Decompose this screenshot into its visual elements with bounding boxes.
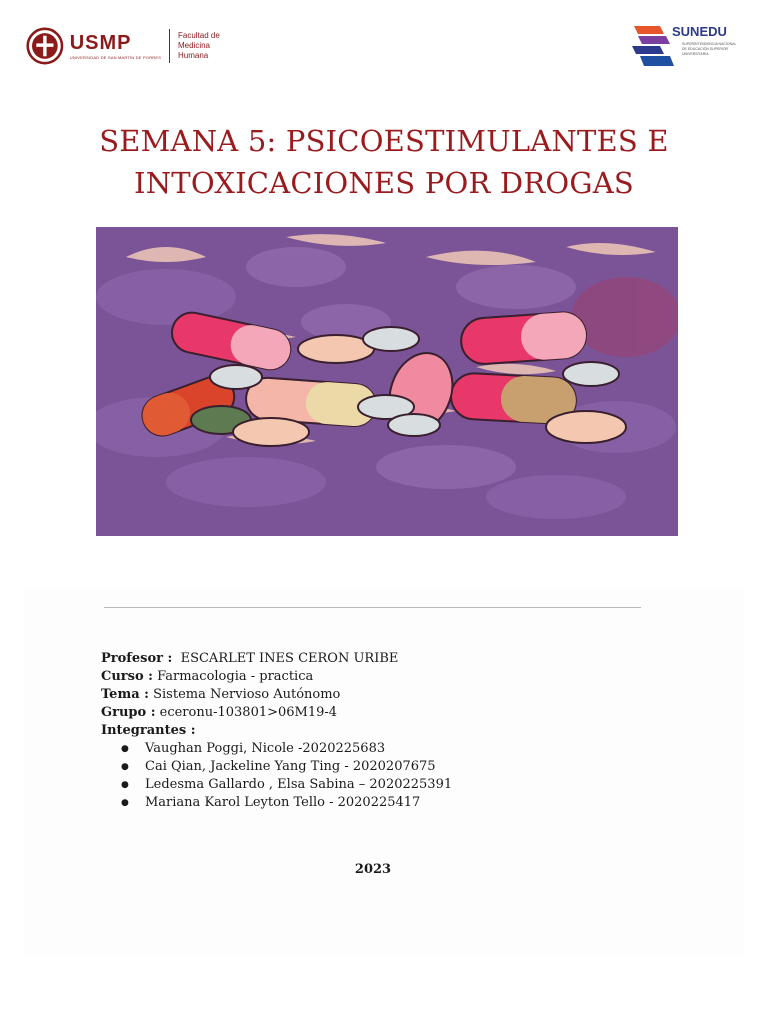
- title-line-1: SEMANA 5: PSICOESTIMULANTES E: [99, 124, 669, 158]
- info-block: [101, 650, 661, 812]
- tema-value: Sistema Nervioso Autónomo: [153, 687, 341, 702]
- bullet-icon: ●: [121, 744, 129, 754]
- member-name: Cai Qian, Jackeline Yang Ting - 2020207675: [145, 759, 436, 774]
- sunedu-logo: [630, 22, 740, 74]
- logo-divider: [169, 29, 170, 63]
- curso-value: Farmacologia - practica: [157, 669, 314, 684]
- usmp-logo: [26, 20, 226, 72]
- title-line-2: INTOXICACIONES POR DROGAS: [134, 166, 634, 200]
- list-item: [121, 776, 661, 794]
- profesor-value: ESCARLET INES CERON URIBE: [180, 651, 399, 666]
- grupo-row: [101, 704, 661, 722]
- page-title: [0, 120, 768, 204]
- bullet-icon: ●: [121, 780, 129, 790]
- member-name: Vaughan Poggi, Nicole -2020225683: [145, 741, 386, 756]
- integrantes-row: [101, 722, 661, 740]
- pills-image: [96, 227, 678, 536]
- integrantes-list: [101, 740, 661, 812]
- sunedu-name: SUNEDU: [672, 24, 727, 39]
- bullet-icon: ●: [121, 762, 129, 772]
- bullet-icon: ●: [121, 798, 129, 808]
- member-name: Ledesma Gallardo , Elsa Sabina – 2020225391: [145, 777, 453, 792]
- divider-rule: [104, 607, 641, 608]
- member-name: Mariana Karol Leyton Tello - 2020225417: [145, 795, 421, 810]
- profesor-label: Profesor :: [101, 651, 173, 666]
- curso-row: [101, 668, 661, 686]
- tema-row: [101, 686, 661, 704]
- grupo-value: eceronu-103801>06M19-4: [159, 705, 338, 720]
- grupo-label: Grupo :: [101, 705, 156, 720]
- profesor-row: [101, 650, 661, 668]
- usmp-name: USMP: [69, 31, 132, 54]
- list-item: [121, 758, 661, 776]
- tema-label: Tema :: [101, 687, 149, 702]
- usmp-seal-icon: [26, 24, 64, 68]
- pills-illustration: [96, 227, 678, 536]
- curso-label: Curso :: [101, 669, 153, 684]
- sunedu-subtitle: SUPERINTENDENCIA NACIONAL DE EDUCACIÓN SUPERIOR UNIVERSITARIA: [682, 42, 737, 56]
- usmp-subtitle: UNIVERSIDAD DE SAN MARTÍN DE PORRES: [69, 54, 162, 60]
- facultad-label: Facultad de Medicina Humana: [177, 31, 220, 60]
- integrantes-label: Integrantes :: [101, 723, 196, 738]
- list-item: [121, 740, 661, 758]
- list-item: [121, 794, 661, 812]
- year-label: 2023: [354, 862, 392, 877]
- sunedu-emblem-icon: [630, 22, 678, 72]
